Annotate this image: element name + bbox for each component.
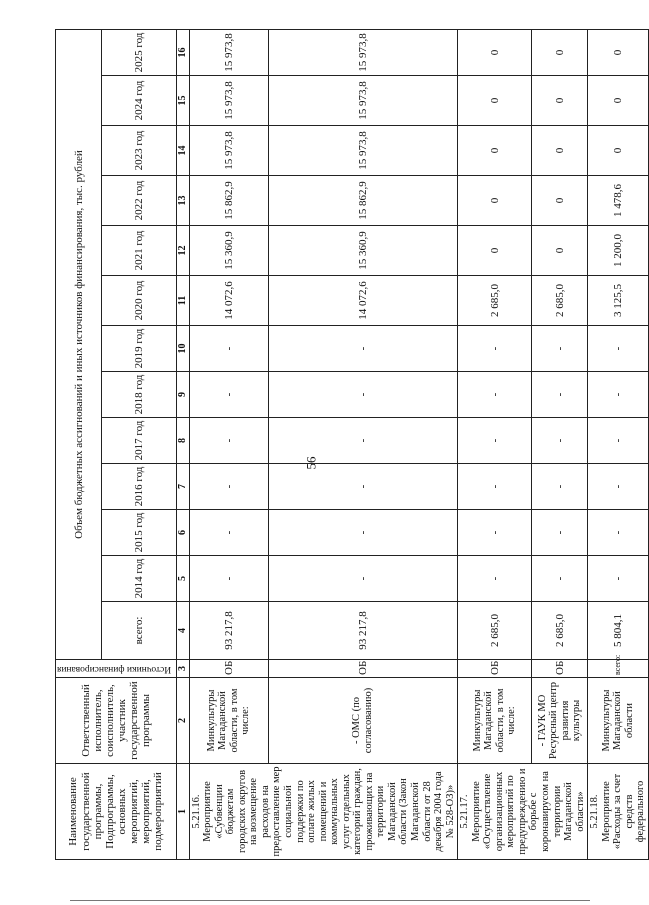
year-value: 15 973,8 (268, 30, 458, 76)
header-year: 2015 год (102, 510, 176, 556)
column-number: 11 (176, 276, 189, 326)
measure-name: 5.21.18. Мероприятие «Расходы за счет средств федерального (588, 764, 649, 860)
year-value: - (189, 418, 268, 464)
year-value: 0 (532, 76, 588, 126)
year-value: - (189, 464, 268, 510)
source: ОБ (458, 660, 532, 678)
year-value: - (588, 418, 649, 464)
year-value: - (588, 464, 649, 510)
year-value: - (532, 556, 588, 602)
year-value: 15 973,8 (268, 76, 458, 126)
year-value: - (458, 418, 532, 464)
header-group-title: Объем бюджетных ассигнований и иных источников финансирования, тыс. рублей (56, 30, 102, 660)
year-value: 15 862,9 (268, 176, 458, 226)
year-value: - (458, 326, 532, 372)
executor: - ГАУК МО Ресурсный центр развития культуры (532, 678, 588, 764)
year-value: - (532, 372, 588, 418)
header-source: Источники финансирования (56, 660, 177, 678)
year-value: - (588, 372, 649, 418)
header-year: 2019 год (102, 326, 176, 372)
source: всего: (588, 660, 649, 678)
header-year: 2016 год (102, 464, 176, 510)
rotated-table-wrapper (55, 30, 647, 860)
measure-name: 5.21.16. Мероприятие «Субвенции бюджетам городских округов на возмещение расходов на предоставление мер социальной поддержки по оплате жилых помещений и коммунальных услуг отдельных категорий граждан, проживающих на территории Магаданской области (Закон Магаданской области от 28 декабря 2004 года № 528-ОЗ)» (189, 764, 458, 860)
year-value: - (588, 326, 649, 372)
executor: Минкультуры Магаданской области, в том числе: (458, 678, 532, 764)
year-value: - (268, 510, 458, 556)
bottom-rule (70, 900, 590, 901)
header-year: 2017 год (102, 418, 176, 464)
header-year: 2014 год (102, 556, 176, 602)
year-value: 0 (532, 30, 588, 76)
header-executor: Ответственный исполнитель, соисполнитель, участник государственной программы (56, 678, 177, 764)
year-value: - (458, 464, 532, 510)
year-value: 0 (588, 30, 649, 76)
year-value: - (189, 510, 268, 556)
column-number: 5 (176, 556, 189, 602)
header-year: 2025 год (102, 30, 176, 76)
page-number: 56 (303, 456, 319, 470)
year-value: 15 360,9 (189, 226, 268, 276)
column-number: 9 (176, 372, 189, 418)
column-number: 14 (176, 126, 189, 176)
year-value: 15 973,8 (189, 76, 268, 126)
year-value: - (532, 418, 588, 464)
year-value: - (268, 326, 458, 372)
year-value: 0 (588, 126, 649, 176)
column-number: 10 (176, 326, 189, 372)
header-year: 2024 год (102, 76, 176, 126)
source: ОБ (532, 660, 588, 678)
total-value: 2 685,0 (458, 602, 532, 660)
header-year: 2018 год (102, 372, 176, 418)
year-value: 15 973,8 (268, 126, 458, 176)
column-number: 12 (176, 226, 189, 276)
total-value: 2 685,0 (532, 602, 588, 660)
year-value: 2 685,0 (458, 276, 532, 326)
table-row (532, 30, 588, 860)
year-value: 0 (532, 176, 588, 226)
header-name: Наименование государственной программы, Подпрограммы, основных мероприятий, мероприятий, подмероприятий (56, 764, 177, 860)
column-number: 7 (176, 464, 189, 510)
year-value: - (268, 418, 458, 464)
year-value: - (532, 510, 588, 556)
measure-name: 5.21.17. Мероприятие «Осуществление организационных мероприятий по предупреждению и борьбе с коронавирусом на территории Магаданской области» (458, 764, 588, 860)
year-value: 15 862,9 (189, 176, 268, 226)
year-value: 0 (458, 226, 532, 276)
column-number-row (176, 30, 189, 860)
header-year: 2021 год (102, 226, 176, 276)
year-value: 0 (458, 176, 532, 226)
year-value: 15 973,8 (189, 126, 268, 176)
executor: Минкультуры Магаданской области (588, 678, 649, 764)
year-value: 14 072,6 (268, 276, 458, 326)
header-year: 2020 год (102, 276, 176, 326)
year-value: 0 (458, 126, 532, 176)
year-value: - (588, 510, 649, 556)
year-value: 0 (458, 30, 532, 76)
year-value: 2 685,0 (532, 276, 588, 326)
year-value: - (189, 556, 268, 602)
source: ОБ (268, 660, 458, 678)
year-value: 1 200,0 (588, 226, 649, 276)
year-value: - (458, 510, 532, 556)
year-value: - (189, 372, 268, 418)
column-number: 4 (176, 602, 189, 660)
column-number: 16 (176, 30, 189, 76)
executor: Минкультуры Магаданской области, в том числе: (189, 678, 268, 764)
column-number: 1 (176, 764, 189, 860)
year-value: 3 125,5 (588, 276, 649, 326)
year-value: 15 360,9 (268, 226, 458, 276)
header-year: 2023 год (102, 126, 176, 176)
year-value: 15 973,8 (189, 30, 268, 76)
column-number: 6 (176, 510, 189, 556)
column-number: 13 (176, 176, 189, 226)
budget-table (55, 29, 649, 860)
column-number: 15 (176, 76, 189, 126)
year-value: - (458, 372, 532, 418)
year-value: - (268, 464, 458, 510)
year-value: - (532, 326, 588, 372)
year-value: - (268, 556, 458, 602)
total-value: 93 217,8 (189, 602, 268, 660)
year-value: 0 (532, 226, 588, 276)
source: ОБ (189, 660, 268, 678)
total-value: 93 217,8 (268, 602, 458, 660)
header-total: всего: (102, 602, 176, 660)
executor: - ОМС (по согласованию) (268, 678, 458, 764)
table-row (268, 30, 458, 860)
table-row (588, 30, 649, 860)
year-value: 0 (458, 76, 532, 126)
column-number: 2 (176, 678, 189, 764)
table-row (458, 30, 532, 860)
year-value: - (268, 372, 458, 418)
year-value: 0 (532, 126, 588, 176)
column-number: 3 (176, 660, 189, 678)
year-value: 0 (588, 76, 649, 126)
column-number: 8 (176, 418, 189, 464)
year-value: - (532, 464, 588, 510)
year-value: - (189, 326, 268, 372)
year-value: - (588, 556, 649, 602)
table-row (189, 30, 268, 860)
total-value: 5 804,1 (588, 602, 649, 660)
header-year: 2022 год (102, 176, 176, 226)
year-value: - (458, 556, 532, 602)
year-value: 14 072,6 (189, 276, 268, 326)
year-value: 1 478,6 (588, 176, 649, 226)
